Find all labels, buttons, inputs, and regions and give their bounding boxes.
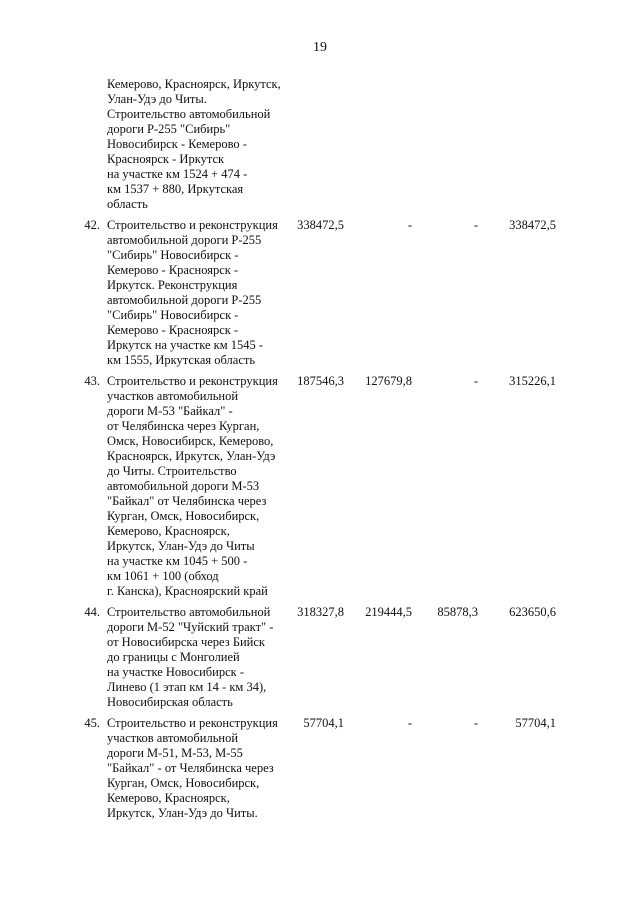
row-value-1: 187546,3 [297,374,344,388]
row-description: Строительство и реконструкция автомобильной дороги Р-255 "Сибирь" Новосибирск - Кемерово - Красноярск - Иркутск. Реконструкция автомобильной дороги Р-255 "Сибирь" Новосибирск - Кемерово - Красноярск - Иркутск на участке км 1545 - км 1555, Иркутская область [107,218,278,367]
row-value-3: - [473,716,478,730]
row-description: Кемерово, Красноярск, Иркутск, Улан-Удэ до Читы. Строительство автомобильной дороги Р-255 "Сибирь" Новосибирск - Кемерово - Красноярск - Иркутск на участке км 1524 + 474 - км 1537 + 880, Иркутская область [107,77,281,211]
row-value-1: 338472,5 [297,218,344,232]
row-value-total: 338472,5 [509,218,556,232]
row-value-total: 623650,6 [509,605,556,619]
row-value-2: 219444,5 [365,605,412,619]
row-value-total: 315226,1 [509,374,556,388]
table-row [70,716,570,821]
row-value-2: 127679,8 [365,374,412,388]
row-description: Строительство и реконструкция участков автомобильной дороги М-53 "Байкал" - от Челябинска через Курган, Омск, Новосибирск, Кемерово, Красноярск, Иркутск, Улан-Удэ до Читы. Строительство автомобильной дороги М-53 "Байкал" от Челябинска через Курган, Омск, Новосибирск, Кемерово, Красноярск, Иркутск, Улан-Удэ до Читы на участке км 1045 + 500 - км 1061 + 100 (обход г. Канска), Красноярский край [107,374,278,598]
row-description: Строительство автомобильной дороги М-52 "Чуйский тракт" - от Новосибирска через Бийск до границы с Монголией на участке Новосибирск - Линево (1 этап км 14 - км 34), Новосибирская область [107,605,274,709]
budget-table [70,77,570,827]
row-number: 43. [84,374,100,388]
row-description: Строительство и реконструкция участков автомобильной дороги М-51, М-53, М-55 "Байкал" - от Челябинска через Курган, Омск, Новосибирск, Кемерово, Красноярск, Иркутск, Улан-Удэ до Читы. [107,716,278,820]
row-value-1: 318327,8 [297,605,344,619]
page-number: 19 [313,40,327,55]
table-row [70,374,570,599]
row-value-1: 57704,1 [303,716,344,730]
row-value-3: 85878,3 [437,605,478,619]
table-row [70,77,570,212]
table-row [70,605,570,710]
table-row [70,218,570,368]
row-value-2: - [407,716,412,730]
row-number: 45. [84,716,100,730]
row-number: 44. [84,605,100,619]
row-value-2: - [407,218,412,232]
row-value-total: 57704,1 [515,716,556,730]
row-number: 42. [84,218,100,232]
row-value-3: - [473,218,478,232]
row-value-3: - [473,374,478,388]
